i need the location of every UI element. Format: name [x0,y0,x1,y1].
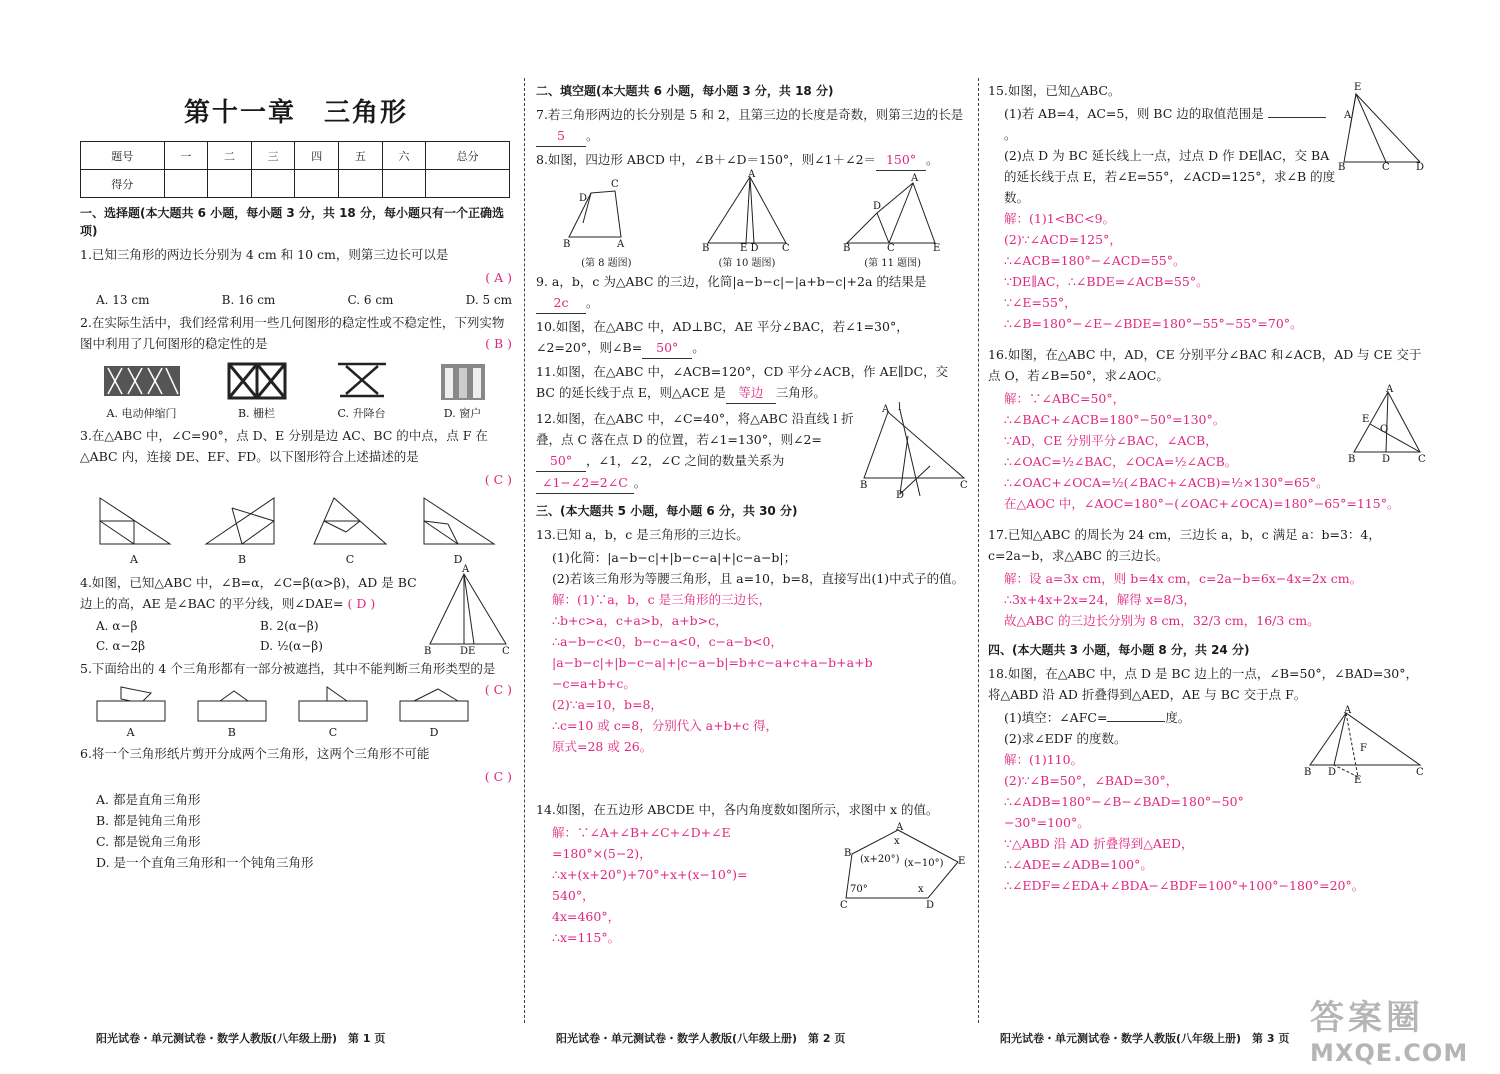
svg-text:(x+20°): (x+20°) [860,854,900,865]
question-11: 11.如图，在△ABC 中，∠ACB=120°，CD 平分∠ACB，作 AE∥DC，交 BC 的延长线于点 E，则△ACE 是 等边 三角形。 [536,361,968,404]
section-1-heading: 一、选择题(本大题共 6 小题，每小题 3 分，共 18 分，每小题只有一个正确选项) [80,206,504,238]
footer-page-3: 阳光试卷・单元测试卷・数学人教版(八年级上册) 第 3 页 [1000,1032,1290,1045]
solution-18-line: ∴∠EDF=∠EDA+∠BDA−∠BDF=100°+100°−180°=20°。 [1004,878,1365,893]
q5-figure-a [95,683,167,723]
question-13-part2: (2)若该三角形为等腰三角形，且 a=10，b=8，直接写出(1)中式子的值。 [552,571,965,586]
score-header-cell: 总分 [426,142,510,170]
svg-text:l: l [898,402,902,413]
svg-text:E D: E D [739,243,759,254]
option-6a: A. 都是直角三角形 [96,792,201,807]
solution-14-line: 540°， [552,888,595,903]
svg-text:C: C [781,243,790,254]
page-3-column [988,78,1428,1008]
answer-7: 5 [536,125,586,147]
q10-triangle-figure [701,169,792,254]
svg-text:E: E [932,243,940,254]
score-cell[interactable] [208,170,252,198]
question-14: 14.如图，在五边形 ABCDE 中，各内角度数如图所示，求图中 x 的值。 [536,802,939,817]
svg-text:B: B [1338,162,1346,173]
lift-platform-image [332,358,392,402]
svg-text:C: C [611,179,619,190]
solution-17-line: 解：设 a=3x cm，则 b=4x cm，c=2a−b=6x−4x=2x cm。 [1004,571,1363,586]
solution-18-line: ∴∠ADE=∠ADB=100°。 [1004,857,1153,872]
question-17: 17.已知△ABC 的周长为 24 cm，三边长 a，b，c 满足 a：b=3：4，c=2a−b，求△ABC 的三边长。 [988,527,1381,563]
q18-fold-figure [1304,705,1428,786]
svg-text:B: B [701,243,710,254]
solution-16-line: 在△AOC 中，∠AOC=180°−(∠OAC+∠OCA)=180°−65°=115°。 [1004,496,1400,511]
solution-14-line: ∴x=115°。 [552,930,621,945]
answer-6: ( C ) [484,769,512,784]
solution-17-line: 故△ABC 的三边长分别为 8 cm，32/3 cm，16/3 cm。 [1004,613,1320,628]
solution-14-line: 解：∵∠A+∠B+∠C+∠D+∠E [552,825,731,840]
solution-17-line: ∴3x+4x+2x=24，解得 x=8/3， [1004,592,1196,607]
svg-text:D: D [1382,454,1391,465]
question-18-part2: (2)求∠EDF 的度数。 [1004,731,1127,746]
q8-quad-figure [561,173,651,251]
svg-text:D: D [872,201,881,212]
answer-9: 2c [536,292,586,314]
score-cell[interactable] [295,170,339,198]
question-16: 16.如图，在△ABC 中，AD，CE 分别平分∠BAC 和∠ACB，AD 与 CE 交于点 O，若∠B=50°，求∠AOC。 [988,347,1422,383]
q3-figures: A B C D [80,494,512,566]
svg-text:D: D [926,900,935,911]
svg-text:A: A [1344,705,1352,716]
question-15-part1: (1)若 AB=4，AC=5，则 BC 边的取值范围是 。 [988,103,1336,145]
question-8: 8.如图，四边形 ABCD 中，∠B＋∠D＝150°，则∠1＋∠2＝ 150° 。 [536,149,968,171]
solution-13-line: ∴c=10 或 c=8，分别代入 a+b+c 得， [552,718,779,733]
solution-14-line: =180°×(5−2)， [552,846,652,861]
option-6c: C. 都是锐角三角形 [96,834,201,849]
q3-figure-d [418,494,498,550]
window-image [435,358,491,402]
svg-text:C: C [1418,454,1426,465]
solution-14-line: 4x=460°， [552,909,621,924]
q11-triangle-figure [842,173,943,254]
score-header-cell: 五 [339,142,383,170]
score-cell[interactable] [382,170,426,198]
q16-triangle-figure [1348,384,1428,465]
svg-text:A: A [747,169,756,180]
question-7: 7.若三角形两边的长分别是 5 和 2，且第三边的长度是奇数，则第三边的长是5 。 [536,104,968,147]
question-18-part1: (1)填空：∠AFC= 度。 [1004,710,1191,725]
score-header-cell: 二 [208,142,252,170]
answer-8: 150° [876,149,926,171]
svg-text:E: E [958,856,966,867]
svg-text:A: A [882,404,890,415]
question-15: 15.如图，已知△ABC。 [988,83,1121,98]
svg-text:C: C [960,480,968,491]
q14-pentagon-figure [836,822,968,912]
svg-text:D: D [579,193,588,204]
solution-15-line: 解：(1)1<BC<9。 [1004,211,1116,226]
solution-16-line: ∴∠OAC=½∠BAC，∠OCA=½∠ACB。 [1004,454,1238,469]
section-4-heading: 四、(本大题共 3 小题，每小题 8 分，共 24 分) [988,643,1250,657]
q5-figure-c [297,683,369,723]
svg-text:x: x [894,836,900,847]
svg-text:B: B [860,480,868,491]
telescopic-gate-image [102,358,182,402]
q12-fold-figure [860,402,968,501]
svg-text:C: C [502,646,510,657]
q5-figure-d [398,683,470,723]
score-header-cell: 四 [295,142,339,170]
page-2-column [536,78,968,1008]
solution-13-line: ∴a−b−c<0，b−c−a<0，c−a−b<0， [552,634,783,649]
svg-text:70°: 70° [850,884,868,895]
score-cell[interactable] [426,170,510,198]
solution-13-line: 原式=28 或 26。 [552,739,653,754]
solution-16-line: ∴∠OAC+∠OCA=½(∠BAC+∠ACB)=½×130°=65°。 [1004,475,1329,490]
solution-15-line: ∴∠ACB=180°−∠ACD=55°。 [1004,253,1186,268]
solution-13-line: 解：(1)∵a，b，c 是三角形的三边长， [552,592,772,607]
solution-16-line: 解：∵∠ABC=50°， [1004,391,1126,406]
solution-18-line: ∴∠ADB=180°−∠B−∠BAD=180°−50° [1004,794,1244,809]
svg-text:C: C [886,243,895,254]
section-3-heading: 三、(本大题共 5 小题，每小题 6 分，共 30 分) [536,504,798,518]
answer-4: ( D ) [347,596,376,611]
svg-text:O: O [1380,424,1389,435]
score-header-cell: 三 [251,142,295,170]
solution-18-line: −30°=100°。 [1004,815,1090,830]
svg-text:B: B [563,239,571,250]
answer-3: ( C ) [484,472,512,487]
score-label-cell: 得分 [81,170,165,198]
options-4: A. α−β B. 2(α−β) C. α−2β D. ½(α−β) [96,619,323,653]
solution-15-line: ∴∠B=180°−∠E−∠BDE=180°−55°−55°=70°。 [1004,316,1303,331]
chapter-title: 第十一章 三角形 [183,98,408,128]
score-cell[interactable] [339,170,383,198]
question-9: 9. a，b，c 为△ABC 的三边，化简|a−b−c|−|a+b−c|+2a 的结果是2c 。 [536,271,968,314]
score-header-cell: 题号 [81,142,165,170]
solution-15-line: ∵∠E=55°， [1004,295,1077,310]
figures-8-10-11: D C B A (第 8 题图) A B E D C (第 10 题图) D A B C E (第 11 题图) [536,173,968,269]
solution-18-line: 解：(1)110。 [1004,752,1084,767]
question-12: 12.如图，在△ABC 中，∠C=40°，将△ABC 沿直线 l 折叠，点 C 落在点 D 的位置，若∠1=130°，则∠2=50° ，∠1，∠2，∠C 之间的数量关系为∠1−∠2=2∠C 。 [536,408,860,494]
q2-pictures: A. 电动伸缩门 B. 栅栏 C. 升降台 D. 窗户 [80,358,512,421]
svg-text:(x−10°): (x−10°) [904,858,944,869]
solution-15-line: (2)∵∠ACD=125°， [1004,232,1122,247]
solution-16-line: ∵AD，CE 分别平分∠BAC，∠ACB， [1004,433,1218,448]
svg-text:B: B [424,646,432,657]
answer-2: ( B ) [485,336,512,351]
question-5: 5.下面给出的 4 个三角形都有一部分被遮挡，其中不能判断三角形类型的是 ( C ) [80,658,512,679]
column-divider-1 [524,78,525,1023]
svg-text:D: D [1328,767,1337,778]
svg-text:E: E [1362,414,1370,425]
score-header-cell: 六 [382,142,426,170]
option-6d: D. 是一个直角三角形和一个钝角三角形 [96,855,314,870]
score-cell[interactable] [164,170,208,198]
solution-16-line: ∴∠BAC+∠ACB=180°−50°=130°。 [1004,412,1226,427]
svg-text:x: x [918,884,924,895]
fence-image [225,358,289,402]
question-10: 10.如图，在△ABC 中，AD⊥BC，AE 平分∠BAC，若∠1=30°，∠2=20°，则∠B= 50° 。 [536,316,968,359]
svg-text:A: A [896,822,904,833]
footer-page-1: 阳光试卷・单元测试卷・数学人教版(八年级上册) 第 1 页 [96,1032,386,1045]
section-2-heading: 二、填空题(本大题共 6 小题，每小题 3 分，共 18 分) [536,84,834,98]
answer-1: ( A ) [485,270,512,285]
question-4: 4.如图，已知△ABC 中，∠B=α，∠C=β(α>β)，AD 是 BC 边上的高，AE 是∠BAC 的平分线，则∠DAE= ( D ) [80,575,417,611]
svg-text:B: B [1304,767,1312,778]
svg-text:B: B [842,243,850,254]
question-18: 18.如图，在△ABC 中，点 D 是 BC 边上的一点，∠B=50°，∠BAD=30°，将△ABD 沿 AD 折叠得到△AED，AE 与 BC 交于点 F。 [988,666,1418,702]
svg-text:A: A [1344,110,1352,121]
question-2: 2.在实际生活中，我们经常利用一些几何图形的稳定性或不稳定性，下列实物图中利用了几何图形的稳定性的是 ( B ) [80,312,512,354]
solution-13-line: −c=a+b+c。 [552,676,636,691]
q4-triangle-figure [424,564,512,657]
svg-text:C: C [840,900,848,911]
answer-5: ( C ) [484,682,512,697]
solution-18-line: ∵△ABD 沿 AD 折叠得到△AED， [1004,836,1194,851]
svg-text:C: C [1382,162,1390,173]
answer-11: 等边 [726,382,776,404]
footer-page-2: 阳光试卷・单元测试卷・数学人教版(八年级上册) 第 2 页 [556,1032,846,1045]
solution-13-line: ∴b+c>a，c+a>b，a+b>c， [552,613,728,628]
q3-figure-a [94,494,174,550]
answer-12a: 50° [536,450,586,472]
solution-15-line: ∵DE∥AC，∴∠BDE=∠ACB=55°。 [1004,274,1209,289]
score-cell[interactable] [251,170,295,198]
svg-text:A: A [617,239,625,250]
solution-14-line: ∴x+(x+20°)+70°+x+(x−10°)= [552,867,748,882]
solution-13-line: (2)∵a=10，b=8， [552,697,663,712]
q5-figures: A B C D [80,683,485,739]
svg-text:E: E [1354,82,1362,93]
score-header-cell: 一 [164,142,208,170]
svg-text:D: D [1416,162,1425,173]
svg-text:A: A [910,173,918,184]
question-1: 1.已知三角形的两边长分别为 4 cm 和 10 cm，则第三边长可以是 [80,247,449,262]
svg-text:DE: DE [460,646,476,657]
question-13: 13.已知 a，b，c 是三角形的三边长。 [536,527,749,542]
score-table [80,141,510,198]
svg-text:B: B [1348,454,1356,465]
page-1-column [80,78,512,1008]
question-13-part1: (1)化简：|a−b−c|+|b−c−a|+|c−a−b|； [552,550,797,565]
svg-text:C: C [1416,767,1424,778]
option-6b: B. 都是钝角三角形 [96,813,201,828]
solution-18-line: (2)∵∠B=50°，∠BAD=30°， [1004,773,1179,788]
watermark-logo: 答案圈 MXQE.COM [1310,998,1469,1067]
q3-figure-b [202,494,282,550]
options-1: A. 13 cm B. 16 cm C. 6 cm D. 5 cm [96,293,512,307]
question-6: 6.将一个三角形纸片剪开分成两个三角形，这两个三角形不可能 [80,746,430,761]
svg-text:E: E [1354,775,1362,786]
svg-text:D: D [896,490,905,501]
q3-figure-c [310,494,390,550]
column-divider-2 [978,78,979,1023]
svg-text:F: F [1360,743,1367,754]
question-15-part2: (2)点 D 为 BC 延长线上一点，过点 D 作 DE∥AC，交 BA 的延长线于点 E，若∠E=55°，∠ACD=125°，求∠B 的度数。 [1004,148,1336,205]
svg-text:B: B [844,848,852,859]
svg-text:A: A [1386,384,1394,395]
svg-text:A: A [462,564,470,575]
question-3: 3.在△ABC 中，∠C=90°，点 D、E 分别是边 AC、BC 的中点，点 F 在△ABC 内，连接 DE、EF、FD。以下图形符合上述描述的是 [80,428,488,464]
q5-figure-b [196,683,268,723]
solution-13-line: |a−b−c|+|b−c−a|+|c−a−b|=b+c−a+c+a−b+a+b [552,655,873,670]
q15-triangle-figure [1336,78,1428,173]
answer-12b: ∠1−∠2=2∠C [536,472,634,494]
answer-10: 50° [642,337,692,359]
